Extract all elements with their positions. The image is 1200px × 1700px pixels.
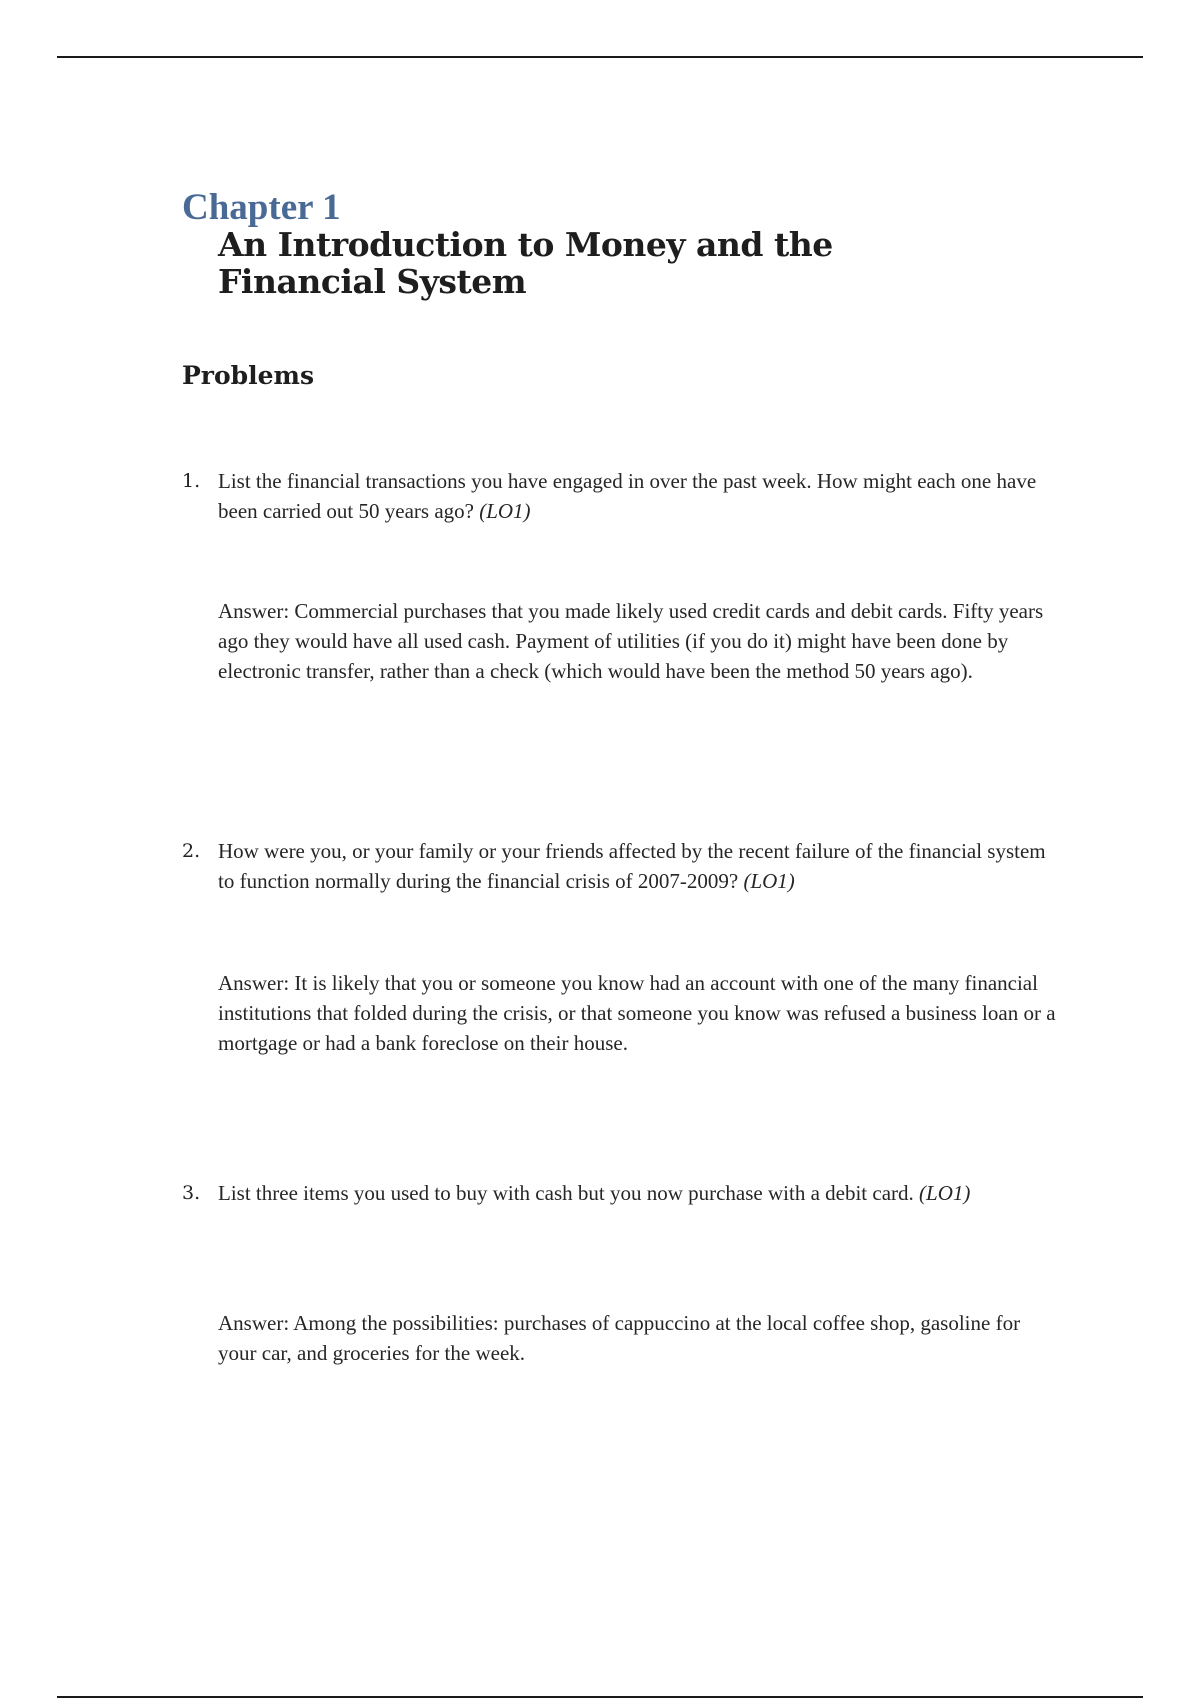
problem-question <box>218 466 1062 526</box>
problem-answer: Answer: Among the possibilities: purchases of cappuccino at the local coffee shop, gasoline for your car, and groceries for the week. <box>218 1311 1021 1365</box>
problem-answer: Answer: Commercial purchases that you made likely used credit cards and debit cards. Fifty years ago they would have all used cash. Payment of utilities (if you do it) might have been done by electronic transfer, rather than a check (which would have been the method 50 years ago). <box>218 599 1044 683</box>
question-text: List three items you used to buy with cash but you now purchase with a debit card. <box>218 1181 914 1205</box>
top-rule <box>57 56 1143 58</box>
problem-question <box>218 836 1062 896</box>
problem-item <box>182 1178 1062 1365</box>
chapter-label: Chapter 1 <box>182 187 341 228</box>
learning-objective-tag: (LO1) <box>479 499 531 523</box>
bottom-rule <box>57 1696 1143 1698</box>
problem-item <box>182 466 1062 683</box>
problem-number: 3. <box>182 1182 201 1204</box>
problem-number: 2. <box>182 840 201 862</box>
learning-objective-tag: (LO1) <box>743 869 795 893</box>
problem-item <box>182 836 1062 1055</box>
section-heading: Problems <box>182 361 315 390</box>
question-text: How were you, or your family or your friends affected by the recent failure of the financial system to function normally during the financial crisis of 2007-2009? <box>218 839 1046 893</box>
question-text: List the financial transactions you have engaged in over the past week. How might each one have been carried out 50 years ago? <box>218 469 1037 523</box>
problem-answer: Answer: It is likely that you or someone you know had an account with one of the many financial institutions that folded during the crisis, or that someone you know was refused a business loan or a mortgage or had a bank foreclose on their house. <box>218 971 1056 1055</box>
learning-objective-tag: (LO1) <box>919 1181 971 1205</box>
problem-question <box>218 1178 1062 1208</box>
chapter-title: An Introduction to Money and the Financial System <box>218 225 833 301</box>
problem-number: 1. <box>182 470 201 492</box>
